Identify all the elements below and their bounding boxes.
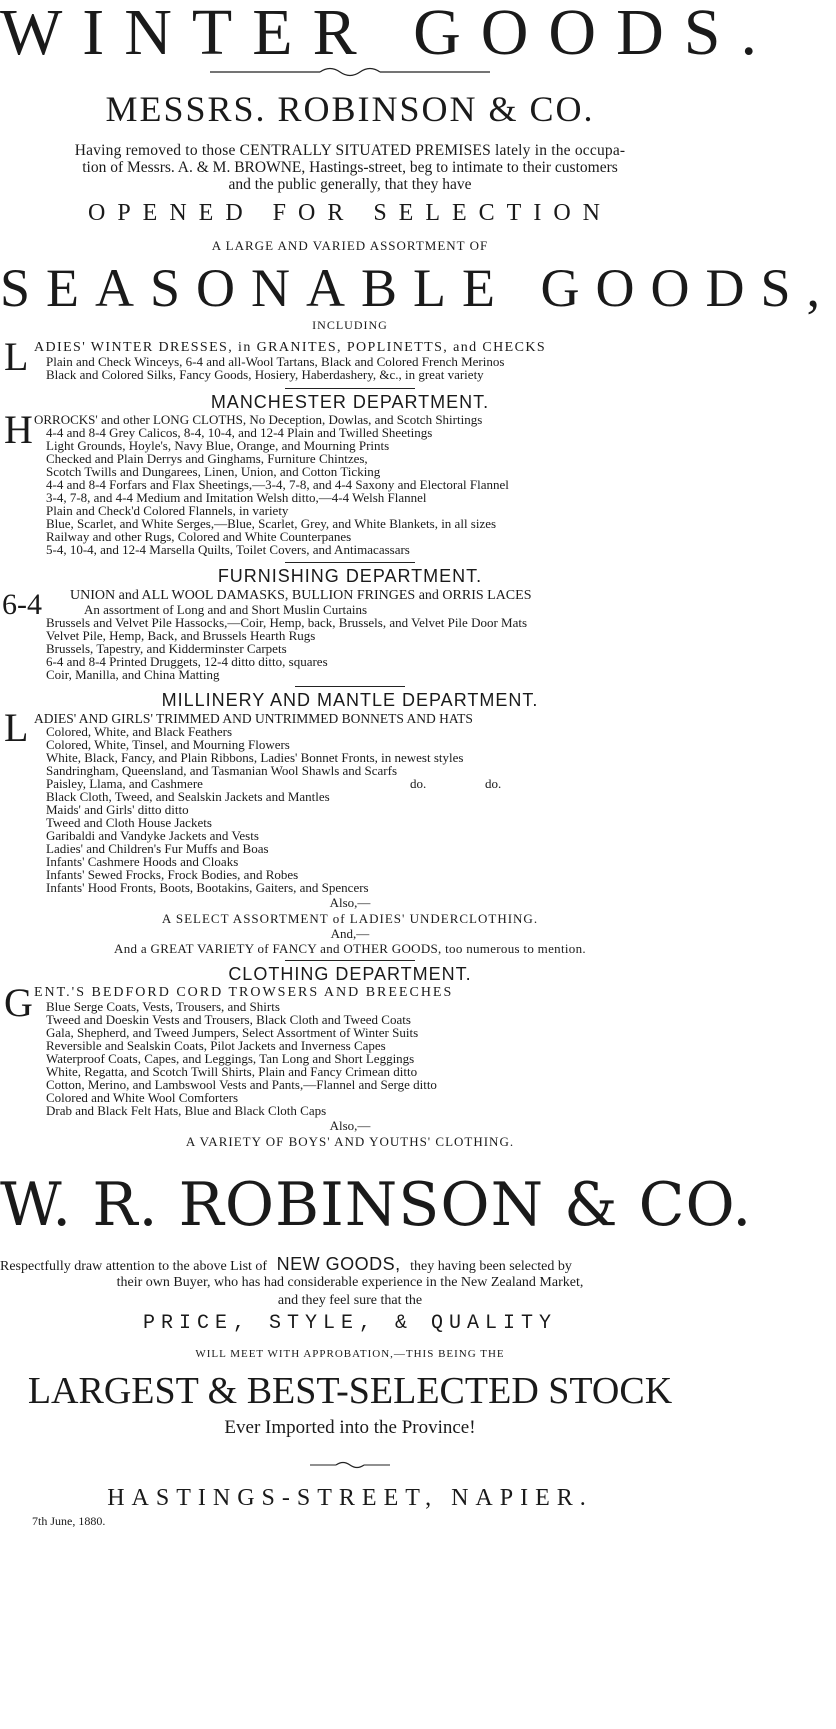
dropcap-millinery: L xyxy=(4,705,29,750)
millinery-line-13: Infants' Sewed Frocks, Frock Bodies, and Robes xyxy=(46,867,299,882)
seasonable-heading: SEASONABLE GOODS, xyxy=(0,258,836,318)
ditto-mark-1: do. xyxy=(410,776,427,791)
select-assortment-line: A SELECT ASSORTMENT of LADIES' UNDERCLOTHING. xyxy=(161,911,539,926)
ladies-line-2: Plain and Check Winceys, 6-4 and all-Wool Tartans, Black and Colored French Merinos xyxy=(46,354,505,369)
manchester-line-2: 4-4 and 8-4 Grey Calicos, 8-4, 10-4, and 12-4 Plain and Twilled Sheetings xyxy=(46,425,433,440)
millinery-line-1: ADIES' AND GIRLS' TRIMMED AND UNTRIMMED BONNETS AND HATS xyxy=(34,711,473,726)
intro-line-1: Having removed to those CENTRALLY SITUATED PREMISES lately in the occupa- xyxy=(74,142,626,159)
feel-line: and they feel sure that the xyxy=(277,1293,423,1308)
millinery-line-11: Ladies' and Children's Fur Muffs and Boas xyxy=(46,841,269,856)
furnishing-line-6: 6-4 and 8-4 Printed Druggets, 12-4 ditto ditto, squares xyxy=(46,654,328,669)
approbation-line: WILL MEET WITH APPROBATION,—THIS BEING THE xyxy=(195,1348,505,1360)
great-variety-line: And a GREAT VARIETY of FANCY and OTHER GOODS, too numerous to mention. xyxy=(114,941,586,956)
price-style-quality: PRICE, STYLE, & QUALITY xyxy=(142,1312,558,1335)
assortment-line: A LARGE AND VARIED ASSORTMENT OF xyxy=(211,238,489,253)
also-line-1: Also,— xyxy=(329,895,371,910)
millinery-line-4: White, Black, Fancy, and Plain Ribbons, Ladies' Bonnet Fronts, in newest styles xyxy=(46,750,464,765)
also-line-2: Also,— xyxy=(329,1118,371,1133)
millinery-line-8: Maids' and Girls' ditto ditto xyxy=(46,802,189,817)
clothing-line-8: Cotton, Merino, and Lambswool Vests and Pants,—Flannel and Serge ditto xyxy=(46,1077,437,1092)
manchester-line-9: Blue, Scarlet, and White Serges,—Blue, Scarlet, Grey, and White Blankets, in all sizes xyxy=(46,516,497,531)
attention-line xyxy=(0,1256,700,1275)
section-rule xyxy=(295,686,405,687)
furnishing-line-7: Coir, Manilla, and China Matting xyxy=(46,667,220,682)
millinery-line-7: Black Cloth, Tweed, and Sealskin Jackets and Mantles xyxy=(46,789,330,804)
clothing-line-1: ENT.'S BEDFORD CORD TROWSERS AND BREECHES xyxy=(34,985,454,1000)
clothing-line-5: Reversible and Sealskin Coats, Pilot Jackets and Inverness Capes xyxy=(46,1038,386,1053)
opened-heading: OPENED FOR SELECTION xyxy=(87,200,612,226)
clothing-line-3: Tweed and Doeskin Vests and Trousers, Black Cloth and Tweed Coats xyxy=(46,1012,411,1027)
boys-clothing-line: A VARIETY OF BOYS' AND YOUTHS' CLOTHING. xyxy=(185,1134,515,1149)
manchester-line-8: Plain and Check'd Colored Flannels, in variety xyxy=(46,503,289,518)
furnishing-heading: FURNISHING DEPARTMENT. xyxy=(217,566,483,586)
manchester-line-1: ORROCKS' and other LONG CLOTHS, No Deception, Dowlas, and Scotch Shirtings xyxy=(34,412,483,427)
section-rule xyxy=(285,388,415,389)
ornament-divider xyxy=(0,66,700,78)
attention-text-a: Respectfully draw attention to the above List of xyxy=(0,1259,268,1274)
intro-line-3: and the public generally, that they have xyxy=(228,176,472,193)
furnishing-line-1: UNION and ALL WOOL DAMASKS, BULLION FRINGES and ORRIS LACES xyxy=(70,588,532,603)
dropcap-furnishing: 6-4 xyxy=(2,588,42,621)
ditto-mark-2: do. xyxy=(485,776,502,791)
furnishing-line-2: An assortment of Long and and Short Muslin Curtains xyxy=(84,602,368,617)
dropcap-manchester: H xyxy=(4,407,33,452)
ornament-divider-small xyxy=(0,1460,700,1470)
millinery-line-9: Tweed and Cloth House Jackets xyxy=(46,815,212,830)
attention-text-b: they having been selected by xyxy=(410,1259,572,1274)
ladies-line-3: Black and Colored Silks, Fancy Goods, Hosiery, Haberdashery, &c., in great variety xyxy=(46,367,484,382)
manchester-line-7: 3-4, 7-8, and 4-4 Medium and Imitation Welsh ditto,—4-4 Welsh Flannel xyxy=(46,490,427,505)
furnishing-line-3: Brussels and Velvet Pile Hassocks,—Coir, Hemp, back, Brussels, and Velvet Pile Door Mats xyxy=(46,615,528,630)
millinery-line-5: Sandringham, Queensland, and Tasmanian Wool Shawls and Scarfs xyxy=(46,763,398,778)
new-goods-emphasis: NEW GOODS, xyxy=(276,1254,401,1274)
millinery-line-6: Paisley, Llama, and Cashmere xyxy=(46,776,203,791)
firm-heading: MESSRS. ROBINSON & CO. xyxy=(105,89,595,129)
intro-line-2: tion of Messrs. A. & M. BROWNE, Hastings-street, beg to intimate to their customers xyxy=(82,159,618,176)
clothing-line-7: White, Regatta, and Scotch Twill Shirts, Plain and Fancy Crimean ditto xyxy=(46,1064,418,1079)
date-line: 7th June, 1880. xyxy=(32,1514,106,1528)
largest-stock-heading: LARGEST & BEST-SELECTED STOCK xyxy=(27,1370,673,1412)
clothing-line-9: Colored and White Wool Comforters xyxy=(46,1090,238,1105)
manchester-line-4: Checked and Plain Derrys and Ginghams, Furniture Chintzes, xyxy=(46,451,368,466)
hastings-street-line: HASTINGS-STREET, NAPIER. xyxy=(107,1485,593,1511)
millinery-line-3: Colored, White, Tinsel, and Mourning Flowers xyxy=(46,737,290,752)
section-rule xyxy=(285,562,415,563)
clothing-line-4: Gala, Shepherd, and Tweed Jumpers, Select Assortment of Winter Suits xyxy=(46,1025,419,1040)
clothing-line-2: Blue Serge Coats, Vests, Trousers, and Shirts xyxy=(46,999,280,1014)
and-line: And,— xyxy=(330,926,370,941)
manchester-line-5: Scotch Twills and Dungarees, Linen, Union, and Cotton Ticking xyxy=(46,464,381,479)
millinery-line-14: Infants' Hood Fronts, Boots, Bootakins, Gaiters, and Spencers xyxy=(46,880,369,895)
dropcap-ladies: L xyxy=(4,334,29,379)
millinery-line-10: Garibaldi and Vandyke Jackets and Vests xyxy=(46,828,259,843)
manchester-line-6: 4-4 and 8-4 Forfars and Flax Sheetings,—3-4, 7-8, and 4-4 Saxony and Electoral Flannel xyxy=(46,477,509,492)
millinery-line-12: Infants' Cashmere Hoods and Cloaks xyxy=(46,854,239,869)
ladies-line-1: ADIES' WINTER DRESSES, in GRANITES, POPLINETTS, and CHECKS xyxy=(34,340,547,355)
millinery-line-2: Colored, White, and Black Feathers xyxy=(46,724,233,739)
manchester-line-11: 5-4, 10-4, and 12-4 Marsella Quilts, Toilet Covers, and Antimacassars xyxy=(46,542,410,557)
section-rule xyxy=(285,960,415,961)
clothing-heading: CLOTHING DEPARTMENT. xyxy=(228,964,472,984)
manchester-line-3: Light Grounds, Hoyle's, Navy Blue, Orange, and Mourning Prints xyxy=(46,438,390,453)
millinery-heading: MILLINERY AND MANTLE DEPARTMENT. xyxy=(161,690,539,710)
furnishing-line-5: Brussels, Tapestry, and Kidderminster Carpets xyxy=(46,641,287,656)
clothing-line-10: Drab and Black Felt Hats, Blue and Black Cloth Caps xyxy=(46,1103,327,1118)
including-line: INCLUDING xyxy=(312,318,388,332)
dropcap-clothing: G xyxy=(4,980,33,1025)
ever-imported-line: Ever Imported into the Province! xyxy=(224,1417,476,1438)
advert-title: WINTER GOODS. xyxy=(0,0,777,69)
furnishing-line-4: Velvet Pile, Hemp, Back, and Brussels Hearth Rugs xyxy=(46,628,316,643)
manchester-line-10: Railway and other Rugs, Colored and White Counterpanes xyxy=(46,529,352,544)
clothing-line-6: Waterproof Coats, Capes, and Leggings, Tan Long and Short Leggings xyxy=(46,1051,415,1066)
buyer-line: their own Buyer, who has had considerable experience in the New Zealand Market, xyxy=(116,1275,584,1290)
wr-robinson-heading: W. R. ROBINSON & CO. xyxy=(0,1170,753,1240)
manchester-heading: MANCHESTER DEPARTMENT. xyxy=(210,392,490,412)
